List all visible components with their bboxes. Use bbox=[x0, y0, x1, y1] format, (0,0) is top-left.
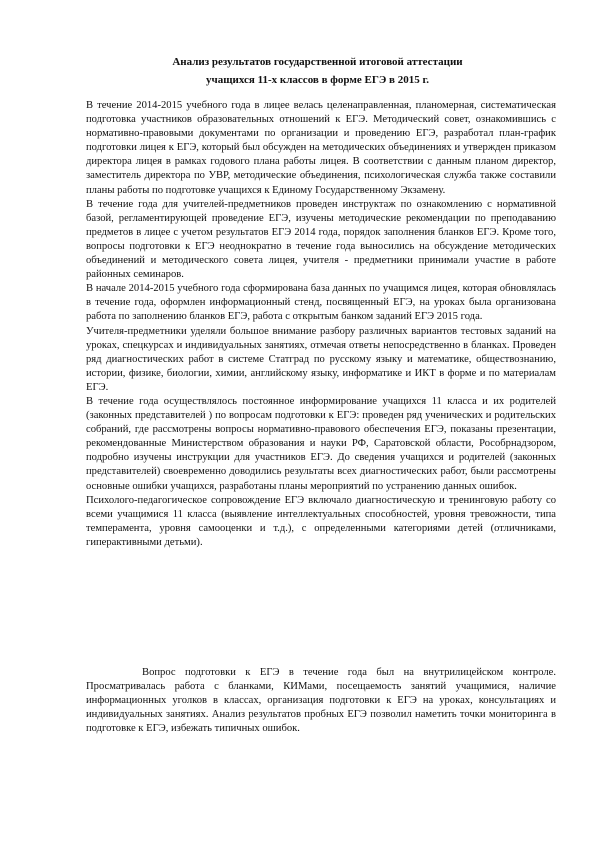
title-line-2: учащихся 11-х классов в форме ЕГЭ в 2015 г. bbox=[206, 74, 429, 86]
title-line-1: Анализ результатов государственной итоговой аттестации bbox=[172, 56, 463, 68]
document-body bbox=[86, 99, 556, 550]
paragraph-psychological-support: Психолого-педагогическое сопровождение ЕГЭ включало диагностическую и тренинговую работу со всеми учащимися 11 класса (выявление интеллектуальных способностей, уровня тревожности, типа темперамента, уровня самооценки и т.д.), с определенными категориями детей (отличниками, гиперактивными детьми). bbox=[86, 494, 556, 548]
paragraph-teacher-briefing: В течение года для учителей-предметников проведен инструктаж по ознакомлению с нормативной базой, регламентирующей проведение ЕГЭ, изучены методические рекомендации по преподаванию предметов в лицее с учетом результатов ЕГЭ 2014 года, порядок заполнения бланков ЕГЭ. Кроме того, вопросы подготовки к ЕГЭ неоднократно в течение года выносились на обсуждение методических объединений и методического совета лицея, учителя - предметники принимали участие в работе районных семинаров. bbox=[86, 198, 556, 281]
paragraph-database: В начале 2014-2015 учебного года сформирована база данных по учащимся лицея, которая обновлялась в течение года, оформлен информационный стенд, посвященный ЕГЭ, на уроках была организована работа по заполнению бланков ЕГЭ, работа с открытым банком заданий ЕГЭ 2015 года. bbox=[86, 283, 556, 323]
paragraph-parent-informing: В течение года осуществлялось постоянное информирование учащихся 11 класса и их родителей (законных представителей ) по вопросам подготовки к ЕГЭ: проведен ряд ученических и родительских собраний, где рассмотрены вопросы нормативно-правового обеспечения ЕГЭ, показаны презентации, рекомендованные Министерством образования и науки РФ, Саратовской области, Рособрнадзором, подробно изучены инструкции для участников ЕГЭ. До сведения учащихся и родителей (законных представителей) своевременно доводились результаты всех диагностических работ, были рассмотрены основные ошибки учащихся, разработаны планы мероприятий по устранению данных ошибок. bbox=[86, 395, 556, 492]
paragraph-control: Вопрос подготовки к ЕГЭ в течение года был на внутрилицейском контроле. Просматривалась работа с бланками, КИМами, посещаемость занятий учащимися, наличие информационных уголков в классах, организация подготовки к ЕГЭ на уроках, консультациях и индивидуальных занятиях. Анализ результатов пробных ЕГЭ позволил наметить точки мониторинга в подготовке к ЕГЭ, избежать типичных ошибок. bbox=[86, 667, 556, 735]
paragraph-planning: В течение 2014-2015 учебного года в лицее велась целенаправленная, планомерная, систематическая подготовка участников образовательных отношений к ЕГЭ. Методический совет, ознакомившись с нормативно-правовыми документами по организации и проведению ЕГЭ, разработал план-график подготовки лицея к ЕГЭ, который был обсужден на методических объединениях и утвержден приказом директора лицея в рамках годового плана работы лицея. В соответствии с данным планом директор, заместитель директора по УВР, методические объединения, психологическая служба также составили планы работы по подготовке учащихся к Единому Государственному Экзамену. bbox=[86, 100, 556, 196]
paragraph-test-tasks: Учителя-предметники уделяли большое внимание разбору различных вариантов тестовых заданий на уроках, спецкурсах и индивидуальных занятиях, отмечая ответы непосредственно в бланках. Проведен ряд диагностических работ в системе Статград по русскому языку и математике, обществознанию, истории, физике, биологии, химии, английскому языку, информатике и ИКТ в форме и по материалам ЕГЭ. bbox=[86, 325, 556, 393]
closing-section bbox=[86, 666, 556, 736]
document-title bbox=[80, 53, 555, 89]
